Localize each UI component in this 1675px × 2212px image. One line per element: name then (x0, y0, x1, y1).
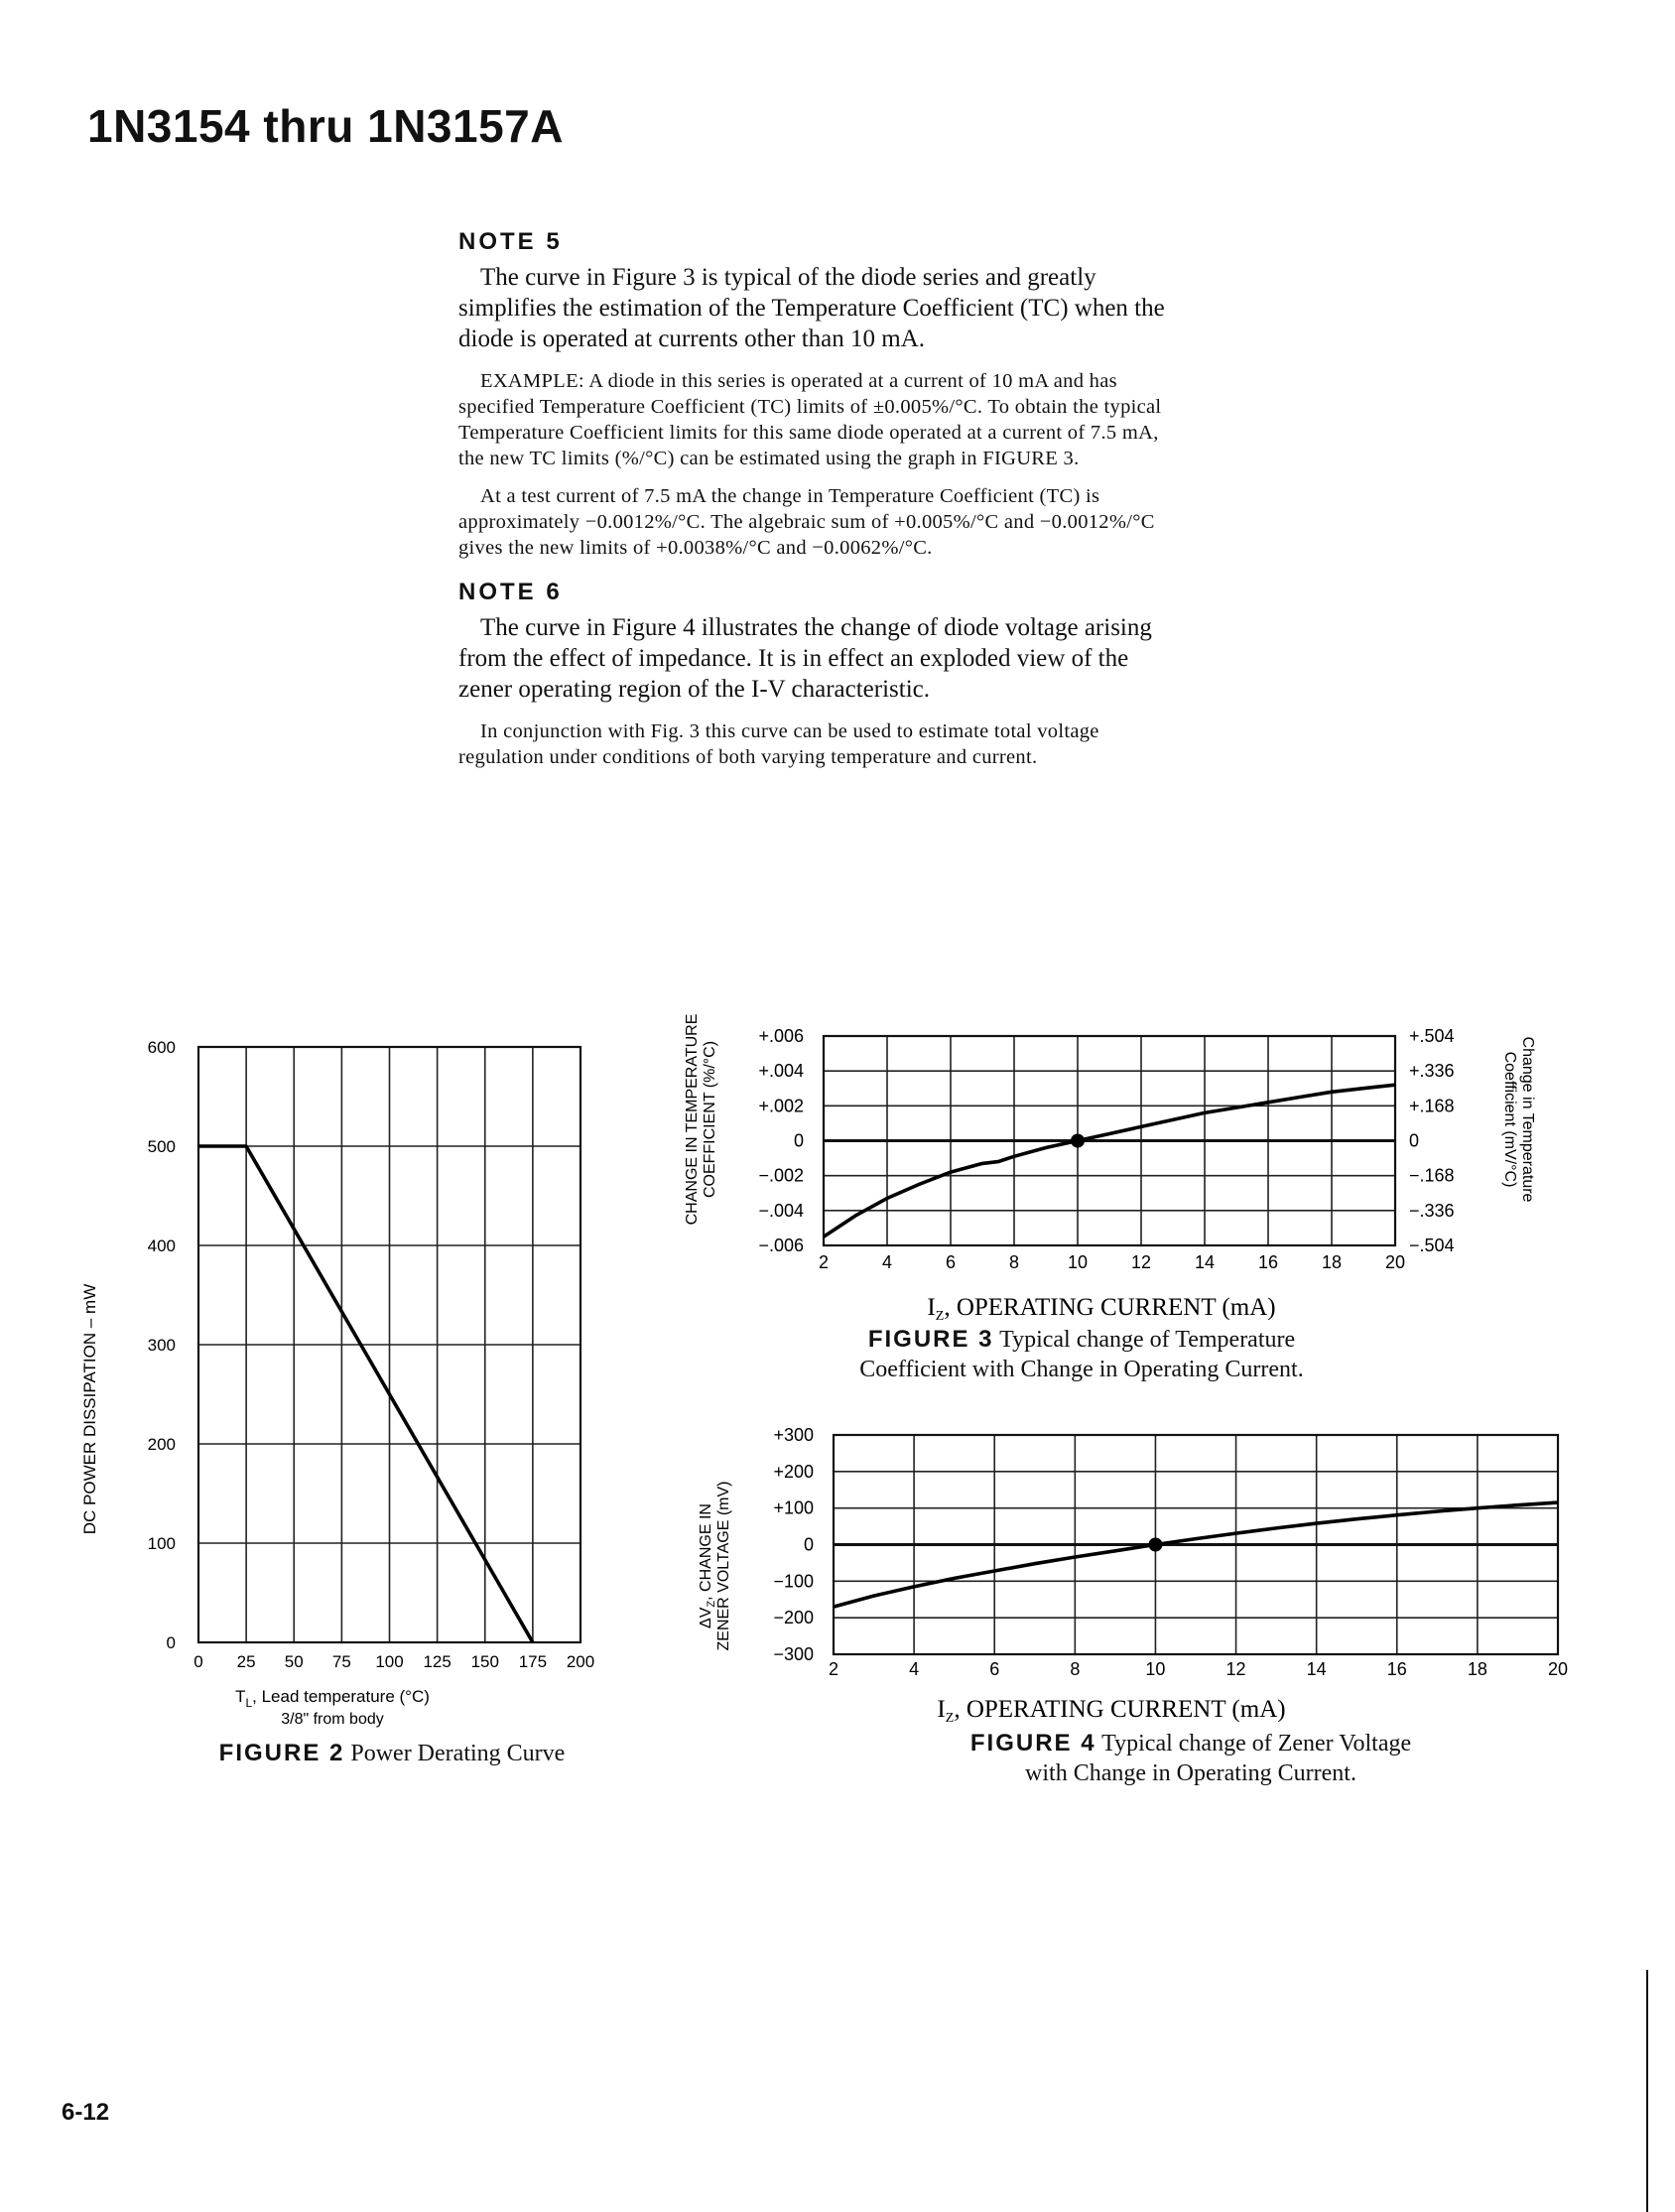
x-tick-label: 75 (331, 1652, 351, 1671)
figure3-y2label-line1: Change in Temperature (1519, 1036, 1536, 1203)
note5-paragraph: The curve in Figure 3 is typical of the diode series and greatly simplifies the estimation of the Temperature Coefficient (TC) when the diode is operated at currents other than 10 mA. (458, 264, 1165, 352)
figure3-xlabel: $I_Z$, OPERATING CURRENT (mA) (927, 1294, 1276, 1320)
y-tick-label: 200 (147, 1435, 176, 1454)
x-tick-label: 175 (518, 1652, 548, 1671)
x-tick-label: 125 (423, 1652, 451, 1671)
y-tick-label: 0 (793, 1130, 804, 1151)
x-tick-label: 6 (945, 1252, 957, 1272)
x-tick-label: 12 (1225, 1659, 1246, 1679)
y-tick-label: 100 (147, 1534, 176, 1553)
x-tick-label: 4 (881, 1252, 893, 1272)
x-tick-label: 50 (284, 1652, 304, 1671)
series-line (198, 1146, 533, 1642)
x-tick-label: 8 (1070, 1659, 1081, 1679)
y-tick-label: 500 (147, 1137, 176, 1156)
y2-tick-label: +.336 (1409, 1061, 1455, 1082)
figure4-caption: FIGURE 4 Typical change of Zener Voltage with Change in Operating Current. (969, 1730, 1412, 1786)
y-tick-label: −300 (773, 1644, 814, 1664)
x-tick-label: 18 (1321, 1252, 1343, 1272)
y-tick-label: 400 (147, 1236, 176, 1255)
y-tick-label: 0 (166, 1633, 176, 1652)
y2-tick-label: +.504 (1409, 1026, 1455, 1046)
y-tick-label: −.006 (758, 1236, 804, 1255)
page-title: 1N3154 thru 1N3157A (87, 100, 564, 152)
x-tick-label: 14 (1306, 1659, 1327, 1679)
y2-tick-label: +.168 (1409, 1096, 1455, 1116)
x-tick-label: 20 (1547, 1659, 1569, 1679)
figure3-ylabel-line1: CHANGE IN TEMPERATURE (684, 1013, 701, 1226)
x-tick-label: 150 (470, 1652, 499, 1671)
note6-heading: NOTE 6 (458, 579, 563, 605)
x-tick-label: 0 (193, 1652, 203, 1671)
y-tick-label: 0 (803, 1534, 814, 1555)
y-tick-label: −.004 (758, 1200, 804, 1221)
y-tick-label: +.004 (758, 1061, 804, 1082)
note6-conjunction: In conjunction with Fig. 3 this curve can be used to estimate total voltage regulation under conditions of both varying temperature and current. (458, 720, 1099, 768)
y-tick-label: 300 (147, 1336, 176, 1355)
figure2-ylabel: DC POWER DISSIPATION – mW (80, 1283, 99, 1535)
figure3-caption: FIGURE 3 Typical change of Temperature Coefficient with Change in Operating Current. (859, 1326, 1304, 1382)
y2-tick-label: −.168 (1409, 1165, 1455, 1186)
x-tick-label: 20 (1384, 1252, 1406, 1272)
x-tick-label: 16 (1257, 1252, 1279, 1272)
figure2-caption: FIGURE 2 Power Derating Curve (218, 1740, 566, 1766)
y-tick-label: −100 (773, 1571, 814, 1592)
figure4-chart (685, 1419, 1588, 1737)
notes-section (458, 228, 1173, 782)
x-tick-label: 6 (989, 1659, 1000, 1679)
note5-example: EXAMPLE: A diode in this series is operated at a current of 10 mA and has specified Temperature Coefficient (TC) limits of ±0.005%/°C. To obtain the typical Temperature Coefficient limits for this same diode operated at a current of 7.5 mA, the new TC limits (%/°C) can be estimated using the graph in FIGURE 3. (458, 370, 1162, 469)
figure4-ylabel-line2: ZENER VOLTAGE (mV) (715, 1481, 732, 1651)
y-tick-label: +300 (773, 1425, 814, 1445)
x-tick-label: 4 (909, 1659, 920, 1679)
reference-point-marker (1071, 1134, 1085, 1148)
y-tick-label: +100 (773, 1497, 814, 1518)
note5-heading: NOTE 5 (458, 228, 563, 255)
x-tick-label: 14 (1194, 1252, 1216, 1272)
y-tick-label: 600 (147, 1038, 176, 1057)
x-tick-label: 25 (236, 1652, 256, 1671)
x-tick-label: 8 (1008, 1252, 1020, 1272)
reference-point-marker (1148, 1538, 1162, 1552)
y-tick-label: +.002 (758, 1096, 804, 1116)
x-tick-label: 18 (1467, 1659, 1487, 1679)
y2-tick-label: −.504 (1409, 1236, 1455, 1255)
y-tick-label: −200 (773, 1608, 814, 1628)
note6-paragraph: The curve in Figure 4 illustrates the change of diode voltage arising from the effect of impedance. It is in effect an exploded view of the zener operating region of the I-V characteristic. (458, 614, 1152, 703)
figure3-y2label-line2: Coefficient (mV/°C) (1501, 1051, 1518, 1188)
page-number: 6-12 (62, 2099, 110, 2126)
note5-calculation: At a test current of 7.5 mA the change in Temperature Coefficient (TC) is approximately −0.0012%/°C. The algebraic sum of +0.005%/°C and −0.0012%/°C gives the new limits of +0.0038%/°C and −0.0062%/°C. (458, 485, 1155, 559)
x-tick-label: 2 (828, 1659, 839, 1679)
x-tick-label: 10 (1067, 1252, 1089, 1272)
figure2-xlabel-line2: 3/8" from body (281, 1711, 384, 1728)
series-line (824, 1085, 1395, 1236)
x-tick-label: 100 (375, 1652, 404, 1671)
figure4-ylabel-line1: $\Delta V_Z$, CHANGE IN (698, 1503, 717, 1628)
figure3-chart (675, 1002, 1568, 1320)
margin-rule (1646, 1970, 1648, 2212)
series-line (834, 1502, 1558, 1607)
x-tick-label: 16 (1386, 1659, 1407, 1679)
y-tick-label: −.002 (758, 1165, 804, 1186)
x-tick-label: 10 (1145, 1659, 1166, 1679)
figure2-xlabel: $T_L$, Lead temperature (°C) (235, 1687, 430, 1710)
x-tick-label: 12 (1130, 1252, 1152, 1272)
x-tick-label: 200 (566, 1652, 595, 1671)
y2-tick-label: −.336 (1409, 1200, 1455, 1221)
y-tick-label: +200 (773, 1461, 814, 1482)
figure3-ylabel-line2: COEFFICIENT (%/°C) (702, 1040, 718, 1199)
y-tick-label: +.006 (758, 1026, 804, 1046)
figure2-chart (60, 1012, 615, 1737)
x-tick-label: 2 (818, 1252, 830, 1272)
figure4-xlabel: $I_Z$, OPERATING CURRENT (mA) (937, 1696, 1286, 1726)
y2-tick-label: 0 (1409, 1130, 1420, 1151)
